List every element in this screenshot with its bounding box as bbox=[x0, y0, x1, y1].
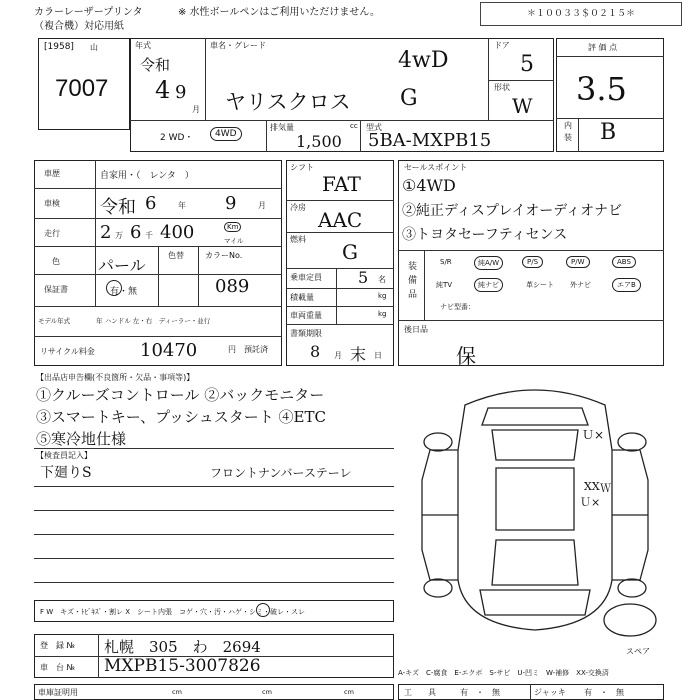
chassis-value: MXPB15-3007826 bbox=[104, 656, 261, 676]
interior-label: 内 装 bbox=[564, 121, 572, 142]
inspection-year-unit: 年 bbox=[178, 201, 186, 210]
equip-leather: 革シート bbox=[526, 281, 554, 289]
ac-label: 冷房 bbox=[290, 203, 306, 212]
sales-label: セールスポイント bbox=[404, 163, 468, 172]
model-label: 型式 bbox=[366, 123, 382, 132]
stain-circle bbox=[256, 603, 270, 617]
cert-box bbox=[34, 684, 394, 700]
equip-tv: 純TV bbox=[436, 281, 453, 289]
year-value: 4 bbox=[155, 76, 171, 104]
door-value: 5 bbox=[520, 52, 534, 77]
fuel-value: G bbox=[342, 240, 358, 264]
ac-value: AAC bbox=[318, 208, 363, 232]
spare-label: スペア bbox=[626, 647, 650, 656]
load-unit: kg bbox=[378, 292, 387, 300]
drive-note: 4wD bbox=[398, 48, 449, 73]
tools-value: 有 ・ 無 bbox=[460, 688, 500, 697]
history-label: 車歴 bbox=[44, 169, 60, 178]
chassis-label: 車 台 № bbox=[40, 663, 75, 672]
mileage-label: 走行 bbox=[44, 229, 60, 238]
fw-row: F W キズ・ﾄﾋﾞｷｽﾞ・割レ X シート内張 コゲ・穴・汚・ハゲ・シミ・破レ・スレ bbox=[40, 608, 306, 616]
notes-label: 【出品店申告欄(不良箇所・欠品・事項等)】 bbox=[36, 373, 195, 382]
month-unit: 月 bbox=[192, 105, 200, 114]
score-label: 評 価 点 bbox=[588, 43, 618, 52]
notice-text: ※ 水性ボールペンはご利用いただけません。 bbox=[178, 7, 380, 18]
shape-value: W bbox=[512, 94, 533, 118]
recycle-value: 10470 bbox=[140, 340, 198, 361]
inspection-year: 6 bbox=[145, 193, 157, 214]
color-no-value: 089 bbox=[215, 276, 250, 297]
score-value: 3.5 bbox=[576, 70, 627, 108]
shape-label: 形状 bbox=[494, 83, 510, 92]
inspector-right: フロントナンバーステーレ bbox=[210, 466, 352, 480]
notes-line-2: ③スマートキー、プッシュスタート ④ETC bbox=[36, 408, 326, 426]
docs-month: 8 bbox=[310, 342, 321, 361]
sales-item-2: ②純正ディスプレイオーディオナビ bbox=[402, 203, 623, 219]
sales-item-1: ①4WD bbox=[402, 176, 456, 195]
sales-item-3: ③トヨタセーフティセンス bbox=[402, 227, 568, 243]
history-text: 自家用・（ レンタ ） bbox=[100, 171, 194, 181]
damage-legend: A-キズ C-腐食 E-エクボ S-サビ U-凹ミ W-補修 XX-交換済 bbox=[398, 669, 609, 677]
equip-ext-navi: 外ナビ bbox=[570, 281, 591, 289]
jack-value: 有 ・ 無 bbox=[584, 688, 624, 697]
inspection-month-unit: 月 bbox=[258, 201, 266, 210]
lot-number: 7007 bbox=[55, 75, 109, 102]
color-label: 色 bbox=[52, 257, 60, 266]
navi-model-label: ナビ型番： bbox=[440, 303, 475, 311]
mileage-1k-unit: 千 bbox=[145, 231, 153, 240]
load-label: 積載量 bbox=[290, 293, 314, 302]
interior-value: B bbox=[600, 120, 617, 145]
printer-line-1: カラーレーザープリンタ bbox=[34, 7, 143, 18]
mileage-rest: 400 bbox=[160, 222, 195, 243]
drive-2wd: 2 WD・ bbox=[160, 133, 194, 143]
printer-line-2: （複合機）対応用紙 bbox=[34, 21, 124, 32]
displacement-unit: cc bbox=[350, 122, 358, 130]
recycle-unit: 円 bbox=[228, 345, 236, 354]
model-value: 5BA-MXPB15 bbox=[368, 130, 492, 151]
inspection-label: 車検 bbox=[44, 199, 60, 208]
inspection-era: 令和 bbox=[100, 197, 136, 218]
equip-abs: ABS bbox=[612, 256, 636, 268]
fuel-label: 燃料 bbox=[290, 235, 306, 244]
tools-box bbox=[398, 684, 664, 700]
lot-tag: [1958] bbox=[44, 42, 74, 52]
docs-label: 書類期限 bbox=[290, 329, 322, 338]
door-label: ドア bbox=[494, 41, 510, 50]
shift-label: シフト bbox=[290, 163, 314, 172]
weight-label: 車両重量 bbox=[290, 311, 322, 320]
docs-day-unit: 日 bbox=[374, 351, 382, 360]
notes-line-3: ⑤寒冷地仕様 bbox=[36, 430, 127, 448]
mileage-10k: 2 bbox=[100, 222, 112, 243]
color-no-label: カラーNo. bbox=[205, 251, 243, 260]
equip-sr: S/R bbox=[440, 258, 452, 266]
notes-line-1: ①クルーズコントロール ②バックモニター bbox=[36, 386, 325, 404]
warranty-circle bbox=[106, 280, 122, 296]
cert-cm-1: cm bbox=[172, 688, 182, 696]
warranty-value: 有・無 bbox=[110, 287, 138, 297]
equip-ps-circled: P/S bbox=[522, 256, 543, 268]
inspector-left: 下廻りS bbox=[40, 465, 92, 481]
color-change-label: 色替 bbox=[168, 251, 184, 260]
reg-value: 札幌 305 わ 2694 bbox=[104, 638, 261, 656]
damage-mark-3: Ｕ× bbox=[580, 496, 601, 509]
tools-label: 工 具 bbox=[404, 688, 436, 697]
equip-airbag: エアB bbox=[612, 278, 641, 292]
docs-end: 末 bbox=[350, 345, 367, 364]
recycle-label: リサイクル料金 bbox=[40, 347, 95, 356]
capacity-label: 乗車定員 bbox=[290, 273, 322, 282]
damage-mark-1: Ｕ× bbox=[582, 428, 605, 442]
equip-aw-circled: 純A/W bbox=[474, 256, 503, 270]
capacity-unit: 名 bbox=[378, 275, 386, 284]
recycle-status: 預託済 bbox=[244, 345, 268, 354]
year-label: 年式 bbox=[135, 41, 151, 50]
model-year-handle-row: モデル年式 年 ハンドル 左・右 ディーラー・並行 bbox=[38, 317, 211, 325]
jack-label: ジャッキ bbox=[534, 688, 566, 697]
equip-navi-circled: 純ナビ bbox=[474, 278, 503, 292]
warranty-label: 保証書 bbox=[44, 285, 68, 294]
after-label: 後日品 bbox=[404, 325, 428, 334]
equipment-label: 装 備 品 bbox=[408, 262, 418, 300]
mileage-10k-unit: 万 bbox=[115, 231, 123, 240]
cert-cm-3: cm bbox=[344, 688, 354, 696]
inspection-month: 9 bbox=[225, 193, 237, 214]
lot-tag-suffix: 山 bbox=[90, 43, 98, 52]
cert-cm-2: cm bbox=[262, 688, 272, 696]
displacement-value: 1,500 bbox=[296, 132, 342, 151]
car-damage-diagram bbox=[400, 380, 670, 640]
equip-pw-circled: P/W bbox=[566, 256, 590, 268]
after-value: 保 bbox=[456, 344, 476, 368]
shift-value: FAT bbox=[322, 172, 361, 196]
capacity-value: 5 bbox=[358, 268, 369, 287]
damage-mark-4: Ｗ bbox=[600, 482, 611, 495]
vehicle-name: ヤリスクロス bbox=[225, 90, 351, 114]
mileage-km: Km bbox=[224, 222, 241, 232]
reg-label: 登 録 № bbox=[40, 641, 75, 650]
name-label: 車名・グレード bbox=[210, 41, 266, 50]
year-era: 令和 bbox=[140, 56, 171, 74]
cert-label: 車庫証明用 bbox=[38, 688, 78, 697]
month-value: 9 bbox=[175, 82, 187, 103]
color-value: パール bbox=[98, 256, 146, 275]
damage-mark-2: XX bbox=[584, 480, 600, 493]
displacement-label: 排気量 bbox=[270, 123, 294, 132]
mileage-1k: 6 bbox=[130, 222, 142, 243]
drive-4wd-circled: 4WD bbox=[210, 127, 242, 141]
docs-month-unit: 月 bbox=[334, 351, 342, 360]
mileage-mile: マイル bbox=[224, 237, 244, 245]
inspector-label: 【検査員記入】 bbox=[36, 451, 92, 460]
vehicle-grade: G bbox=[400, 86, 418, 111]
barcode-serial: ＊１００３３＄０２１５＊ bbox=[480, 2, 682, 26]
weight-unit: kg bbox=[378, 310, 387, 318]
